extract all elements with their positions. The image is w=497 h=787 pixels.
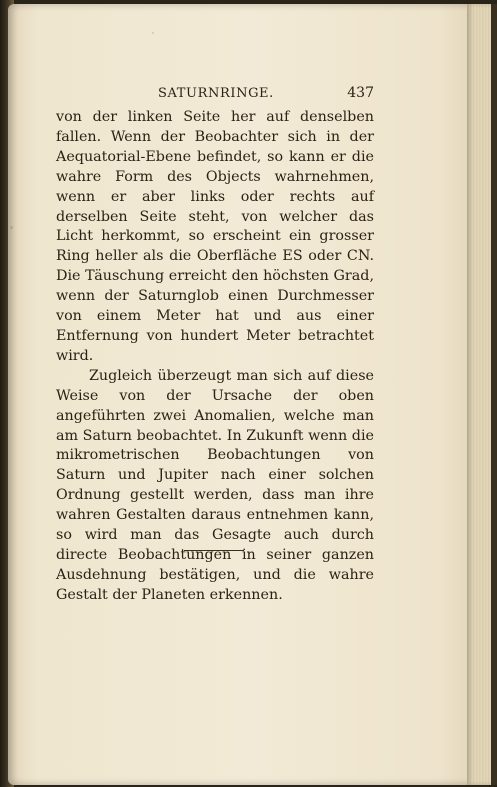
paper-speck — [10, 226, 13, 229]
section-end-rule — [184, 550, 244, 551]
paragraph: Zugleich überzeugt man sich auf diese Weise von der Ursache der oben angeführten zwei Anomalien, welche man am Saturn beobachtet. In Zukunft wenn die mikrometrischen Beobachtungen von Saturn und Jupiter nach einer solchen Ordnung gestellt werden, dass man ihre wahren Gestalten daraus entnehmen kann, so wird man das Gesagte auch durch directe Beobachtungen in seiner ganzen Ausdehnung bestätigen, und die wahre Gestalt der Planeten erkennen. — [56, 367, 374, 603]
book-cover-edge — [491, 4, 497, 785]
paragraph: von der linken Seite her auf denselben fallen. Wenn der Beobachter sich in der Aequatorial-Ebene befindet, so kann er die wahre Form des Objects wahrnehmen, wenn er aber links oder rechts auf derselben Seite steht, von welcher das Licht herkommt, so erscheint ein grosser Ring heller als die Oberfläche ES oder CN. Die Täuschung erreicht den höchsten Grad, wenn der Saturnglob einen Durchmesser von einem Meter hat und aus einer Entfernung von hundert Meter betrachtet wird. — [56, 109, 374, 364]
page-number: 437 — [347, 85, 374, 101]
page-content — [56, 82, 374, 606]
running-head — [56, 82, 374, 106]
paper-speck — [152, 32, 154, 34]
running-head-title: SATURNRINGE. — [158, 86, 274, 101]
